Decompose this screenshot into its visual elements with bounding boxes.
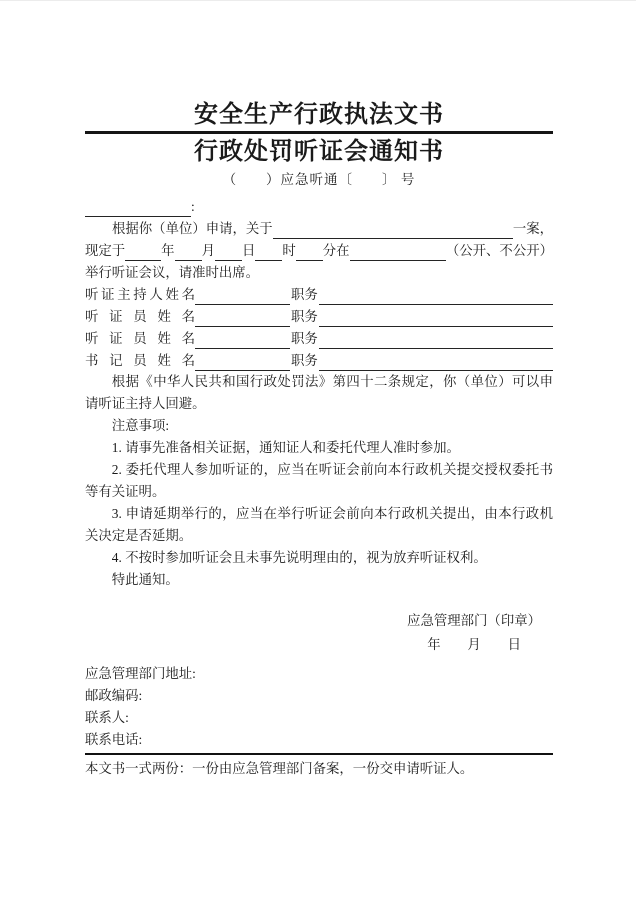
- day-label: 日: [241, 243, 256, 258]
- agency-seal-line: 应急管理部门（印章）: [407, 613, 541, 628]
- hearing-host-name-blank-field: [195, 291, 290, 305]
- title-divider: [85, 131, 553, 134]
- minute-blank-field: [296, 247, 323, 261]
- contact-phone-label: 联系电话:: [85, 732, 143, 747]
- hearing-host-row: [85, 283, 553, 305]
- case-line-suffix: 一案，: [512, 221, 553, 236]
- year-blank-field: [125, 247, 161, 261]
- hour-label: 时: [282, 243, 296, 258]
- addressee-blank-field: [85, 203, 191, 217]
- schedule-prefix: 现定于: [85, 243, 126, 258]
- duty-label: 职务: [291, 353, 318, 368]
- duty-label: 职务: [291, 331, 318, 346]
- hearing-officer-duty-blank-field: [319, 313, 553, 327]
- note-item-4: 4. 不按时参加听证会且未事先说明理由的，视为放弃听证权利。: [111, 550, 487, 565]
- duty-label: 职务: [291, 309, 318, 324]
- schedule-line: [85, 239, 553, 261]
- clerk-name-label: 书记员姓名: [85, 353, 195, 368]
- closing-line: 特此通知。: [111, 572, 179, 587]
- signature-date-line: 年 月 日: [427, 637, 521, 652]
- day-blank-field: [215, 247, 242, 261]
- location-blank-field: [350, 247, 446, 261]
- hearing-officer-name-blank-field: [195, 313, 290, 327]
- hearing-host-name-label: 听证主持人姓名: [85, 287, 195, 302]
- hearing-officer-name-label: 听证员姓名: [85, 331, 195, 346]
- contact-address-label: 应急管理部门地址:: [85, 666, 196, 681]
- note-item-1: 1. 请事先准备相关证据，通知证人和委托代理人准时参加。: [111, 440, 460, 455]
- hearing-officer-name-blank-field: [195, 335, 290, 349]
- hearing-host-duty-blank-field: [319, 291, 553, 305]
- year-label: 年: [161, 243, 175, 258]
- contact-block: [85, 663, 553, 751]
- signature-block: [85, 609, 553, 657]
- contact-person-label: 联系人:: [85, 710, 129, 725]
- footer-divider: [85, 753, 553, 755]
- hearing-officer-duty-blank-field: [319, 335, 553, 349]
- document-number: （ ）应急听通〔 〕 号: [222, 172, 416, 187]
- hearing-officer-row: [85, 305, 553, 327]
- hour-blank-field: [255, 247, 282, 261]
- attendance-text: 举行听证会议，请准时出席。: [85, 265, 260, 280]
- footer-note: 本文书一式两份：一份由应急管理部门备案，一份交申请听证人。: [85, 761, 474, 776]
- category-title: 安全生产行政执法文书: [194, 102, 444, 128]
- addressee-line: [85, 199, 553, 217]
- case-name-blank-field: [273, 225, 513, 239]
- recusal-paragraph: 根据《中华人民共和国行政处罚法》第四十二条规定，你（单位）可以申请听证主持人回避。: [85, 374, 553, 411]
- document-content: [85, 101, 553, 779]
- location-prefix: 分在: [322, 243, 350, 258]
- addressee-colon: :: [191, 199, 195, 214]
- case-line: [85, 217, 553, 239]
- month-label: 月: [201, 243, 215, 258]
- duty-label: 职务: [291, 287, 318, 302]
- clerk-row: [85, 349, 553, 371]
- clerk-name-blank-field: [195, 357, 290, 371]
- hearing-officer-name-label: 听证员姓名: [85, 309, 195, 324]
- month-blank-field: [175, 247, 202, 261]
- hearing-officer-row: [85, 327, 553, 349]
- document-title: 行政处罚听证会通知书: [194, 139, 444, 165]
- note-item-2: 2. 委托代理人参加听证的，应当在听证会前向本行政机关提交授权委托书等有关证明。: [85, 462, 553, 499]
- note-item-3: 3. 申请延期举行的，应当在举行听证会前向本行政机关提出，由本行政机关决定是否延期。: [85, 506, 553, 543]
- case-line-text: 根据你（单位）申请，关于: [112, 221, 273, 236]
- attendance-line: [85, 261, 553, 283]
- clerk-duty-blank-field: [319, 357, 553, 371]
- publicity-note: （公开、不公开）: [445, 243, 553, 258]
- notes-title: 注意事项:: [111, 418, 170, 433]
- contact-postcode-label: 邮政编码:: [85, 688, 143, 703]
